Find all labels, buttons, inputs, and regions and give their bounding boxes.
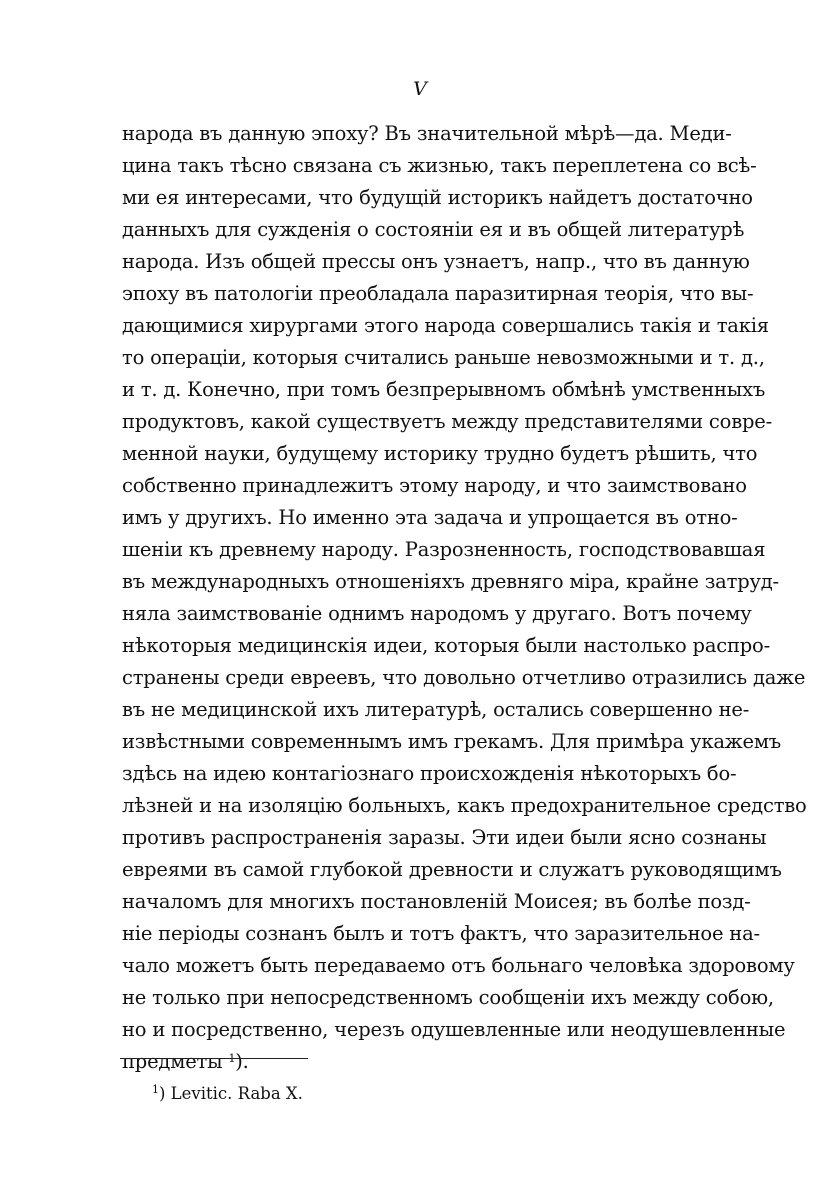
text-line: эпоху въ патологіи преобладала паразитирная теорія, что вы-	[122, 282, 754, 305]
text-line: лѣзней и на изоляцію больныхъ, какъ предохранительное средство	[122, 794, 807, 817]
footnote-text: ) Levitic. Raba X.	[159, 1084, 303, 1103]
text-line: извѣстными современнымъ имъ грекамъ. Для примѣра укажемъ	[122, 730, 781, 753]
text-line: странены среди евреевъ, что довольно отчетливо отразились даже	[122, 666, 806, 689]
text-line: началомъ для многихъ постановленій Моисея; въ болѣе позд-	[122, 890, 751, 913]
text-line: нѣкоторыя медицинскія идеи, которыя были настолько распро-	[122, 634, 770, 657]
text-line: въ международныхъ отношеніяхъ древняго міра, крайне затруд-	[122, 570, 779, 593]
footnote	[152, 1083, 303, 1105]
text-line: имъ у другихъ. Но именно эта задача и упрощается въ отно-	[122, 506, 738, 529]
text-line: не только при непосредственномъ сообщеніи ихъ между собою,	[122, 986, 774, 1009]
footnote-mark: 1	[152, 1083, 159, 1096]
text-line: менной науки, будущему историку трудно будетъ рѣшить, что	[122, 442, 758, 465]
text-line: ми ея интересами, что будущій историкъ найдетъ достаточно	[122, 186, 753, 209]
text-line: собственно принадлежитъ этому народу, и что заимствовано	[122, 474, 747, 497]
page-number: V	[413, 78, 427, 100]
last-line-text: предметы	[122, 1050, 229, 1073]
text-line: шеніи къ древнему народу. Разрозненность, господствовавшая	[122, 538, 766, 561]
text-line: чало можетъ быть передаваемо отъ больнаго человѣка здоровому	[122, 954, 795, 977]
text-line: народа. Изъ общей прессы онъ узнаетъ, напр., что въ данную	[122, 250, 750, 273]
text-line: евреями въ самой глубокой древности и служатъ руководящимъ	[122, 858, 782, 881]
text-line: народа въ данную эпоху? Въ значительной мѣрѣ—да. Меди-	[122, 122, 732, 145]
text-line: но и посредственно, черезъ одушевленные или неодушевленные	[122, 1018, 786, 1041]
text-line: няла заимствованіе однимъ народомъ у другаго. Вотъ почему	[122, 602, 752, 625]
text-line: цина такъ тѣсно связана съ жизнью, такъ переплетена со всѣ-	[122, 154, 757, 177]
text-line: и т. д. Конечно, при томъ безпрерывномъ обмѣнѣ умственныхъ	[122, 378, 766, 401]
text-line-last	[122, 1050, 710, 1074]
text-line: то операціи, которыя считались раньше невозможными и т. д.,	[122, 346, 765, 369]
footnote-reference[interactable]: 1	[228, 1052, 236, 1065]
text-line: здѣсь на идею контагіознаго происхожденія нѣкоторыхъ бо-	[122, 762, 737, 785]
text-line: продуктовъ, какой существуетъ между представителями совре-	[122, 410, 772, 433]
last-line-end: ).	[235, 1050, 249, 1073]
text-line: дающимися хирургами этого народа совершались такія и такія	[122, 314, 769, 337]
text-line: данныхъ для сужденія о состояніи ея и въ общей литературѣ	[122, 218, 745, 241]
text-line: противъ распространенія заразы. Эти идеи были ясно сознаны	[122, 826, 767, 849]
footnote-rule	[120, 1058, 308, 1059]
text-line: въ не медицинской ихъ литературѣ, остались совершенно не-	[122, 698, 750, 721]
text-line: ніе періоды сознанъ былъ и тотъ фактъ, что заразительное на-	[122, 922, 760, 945]
